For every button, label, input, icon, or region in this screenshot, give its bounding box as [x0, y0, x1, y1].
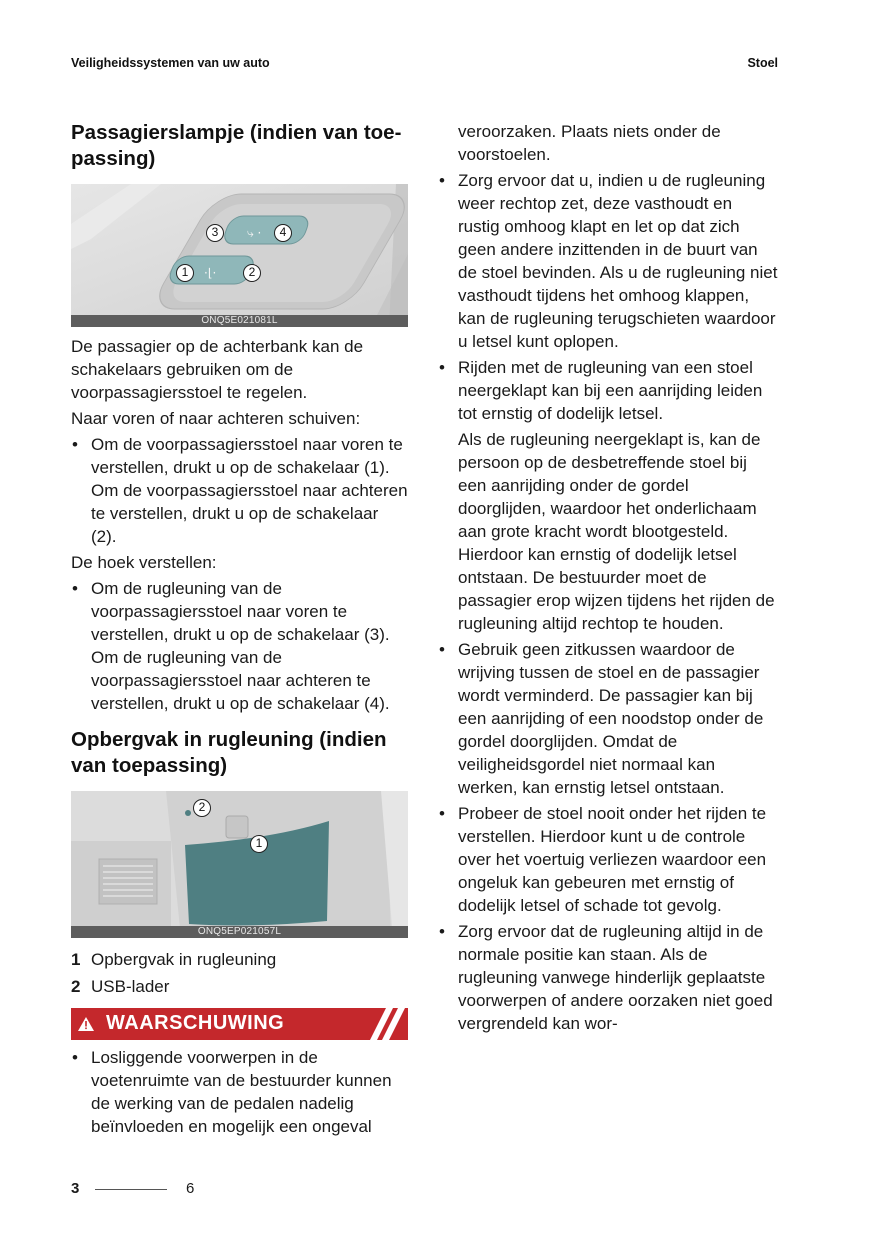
- chapter-title: Stoel: [747, 56, 778, 70]
- paragraph: Naar voren of naar achteren schuiven:: [71, 409, 361, 428]
- warning-stripes-icon: [348, 1008, 408, 1040]
- legend-item: [71, 946, 408, 973]
- legend-label: Opbergvak in rugleuning: [91, 950, 277, 969]
- seat-switch-illustration: [71, 184, 408, 327]
- marker-1: 1: [250, 835, 268, 853]
- bullet-icon: •: [439, 804, 445, 823]
- bullet-icon: •: [439, 358, 445, 377]
- continued-text: veroorzaken. Plaats niets onder de voorstoelen.: [458, 122, 721, 164]
- legend-label: USB-lader: [91, 977, 170, 996]
- heading-seatback-pocket: Opbergvak in rugleuning (indien van toepassing): [71, 728, 387, 777]
- marker-2: 2: [193, 799, 211, 817]
- chapter-number: 3: [71, 1180, 80, 1197]
- figure-seatback-pocket: [71, 791, 408, 938]
- svg-text:·⌊·: ·⌊·: [204, 266, 217, 280]
- page-number: 6: [186, 1180, 195, 1197]
- legend-number: 1: [71, 950, 81, 969]
- warning-title: WAARSCHUWING: [106, 1012, 285, 1034]
- left-column: [71, 120, 408, 1141]
- marker-2: 2: [243, 264, 261, 282]
- bullet-item: [438, 356, 778, 425]
- bullet-item: [71, 1046, 408, 1138]
- bullet-item: [438, 169, 778, 353]
- bullet-icon: •: [72, 579, 78, 598]
- paragraph: De passagier op de achterbank kan de schakelaars gebruiken om de voorpassagiersstoel te regelen.: [71, 337, 364, 402]
- bullet-text: Rijden met de rugleuning van een stoel neergeklapt kan bij een aanrijding leiden tot ernstig of dodelijk letsel.: [458, 358, 763, 423]
- bullet-text: Om de rugleuning van de voorpassagiersstoel naar voren te verstellen, drukt u op de schakelaar (3). Om de rugleuning van de voorpassagiersstoel naar achteren te verstellen, drukt u op de schakelaar (4).: [91, 579, 390, 713]
- figure-caption: ONQ5EP021057L: [71, 926, 408, 938]
- warning-banner: [71, 1008, 408, 1040]
- marker-1: 1: [176, 264, 194, 282]
- running-header: [71, 56, 778, 72]
- bullet-text: Probeer de stoel nooit onder het rijden te verstellen. Hierdoor kunt u de controle over het voertuig verliezen waardoor een ongeluk kan gebeuren met ernstig of dodelijk letsel of schade tot gevolg.: [458, 804, 767, 915]
- right-column: [438, 120, 778, 1038]
- marker-4: 4: [274, 224, 292, 242]
- figure-caption: ONQ5E021081L: [71, 315, 408, 327]
- heading-line: Passagierslampje (indien van toe-: [71, 121, 402, 144]
- warning-triangle-icon: [78, 1017, 94, 1031]
- section-title: Veiligheidssystemen van uw auto: [71, 56, 270, 70]
- bullet-item: [71, 433, 408, 548]
- bullet-text: Gebruik geen zitkussen waardoor de wrijving tussen de stoel en de passagier wordt verminderd. De passagier kan bij een aanrijding of een noodstop onder de gordel doorglijden. Omdat de veiligheidsgordel niet normaal kan werken, kan ernstig letsel ontstaan.: [458, 640, 764, 797]
- bullet-text: Losliggende voorwerpen in de voetenruimte van de bestuurder kunnen de werking van de pedalen nadelig beïnvloeden en mogelijk een ongeval: [91, 1048, 392, 1136]
- bullet-item: [438, 920, 778, 1035]
- heading-passenger-switch: [71, 120, 408, 172]
- legend-item: [71, 973, 408, 1000]
- figure-seat-switches: [71, 184, 408, 327]
- bullet-item: [438, 638, 778, 799]
- bullet-icon: •: [439, 640, 445, 659]
- seatback-pocket-illustration: [71, 791, 408, 938]
- marker-3: 3: [206, 224, 224, 242]
- heading-line: passing): [71, 147, 156, 170]
- bullet-icon: •: [439, 171, 445, 190]
- bullet-text: Zorg ervoor dat u, indien u de rugleuning weer rechtop zet, deze vasthoudt en rustig omhoog klapt en let op dat zich geen andere inzittenden in de buurt van de stoel bevinden. Als u de rugleuning niet vasthoudt tijdens het omhoog klappen, kan de rugleuning terugschieten waardoor u letsel kunt oplopen.: [458, 171, 778, 351]
- continued-text: Als de rugleuning neergeklapt is, kan de persoon op de desbetreffende stoel bij een aanrijding onder de gordel doorglijden, waardoor het onderlichaam aan grote kracht wordt blootgesteld. Hierdoor kan ernstig of dodelijk letsel ontstaan. De bestuurder moet de passagier erop wijzen tijdens het rijden de rugleuning altijd rechtop te houden.: [458, 430, 775, 633]
- svg-text:⤷ ·: ⤷ ·: [247, 226, 262, 240]
- footer-divider: [95, 1189, 167, 1190]
- paragraph: De hoek verstellen:: [71, 553, 217, 572]
- bullet-item: [438, 802, 778, 917]
- legend-number: 2: [71, 977, 81, 996]
- bullet-text: Om de voorpassagiersstoel naar voren te verstellen, drukt u op de schakelaar (1). Om de voorpassagiersstoel naar achteren te verstellen, drukt u op de schakelaar (2).: [91, 435, 408, 546]
- bullet-icon: •: [439, 922, 445, 941]
- bullet-icon: •: [72, 1048, 78, 1067]
- bullet-item: [71, 577, 408, 715]
- bullet-icon: •: [72, 435, 78, 454]
- bullet-text: Zorg ervoor dat de rugleuning altijd in de normale positie kan staan. Als de rugleuning vanwege hinderlijk geplaatste voorwerpen of andere oorzaken niet goed vergrendeld kan wor-: [458, 922, 773, 1033]
